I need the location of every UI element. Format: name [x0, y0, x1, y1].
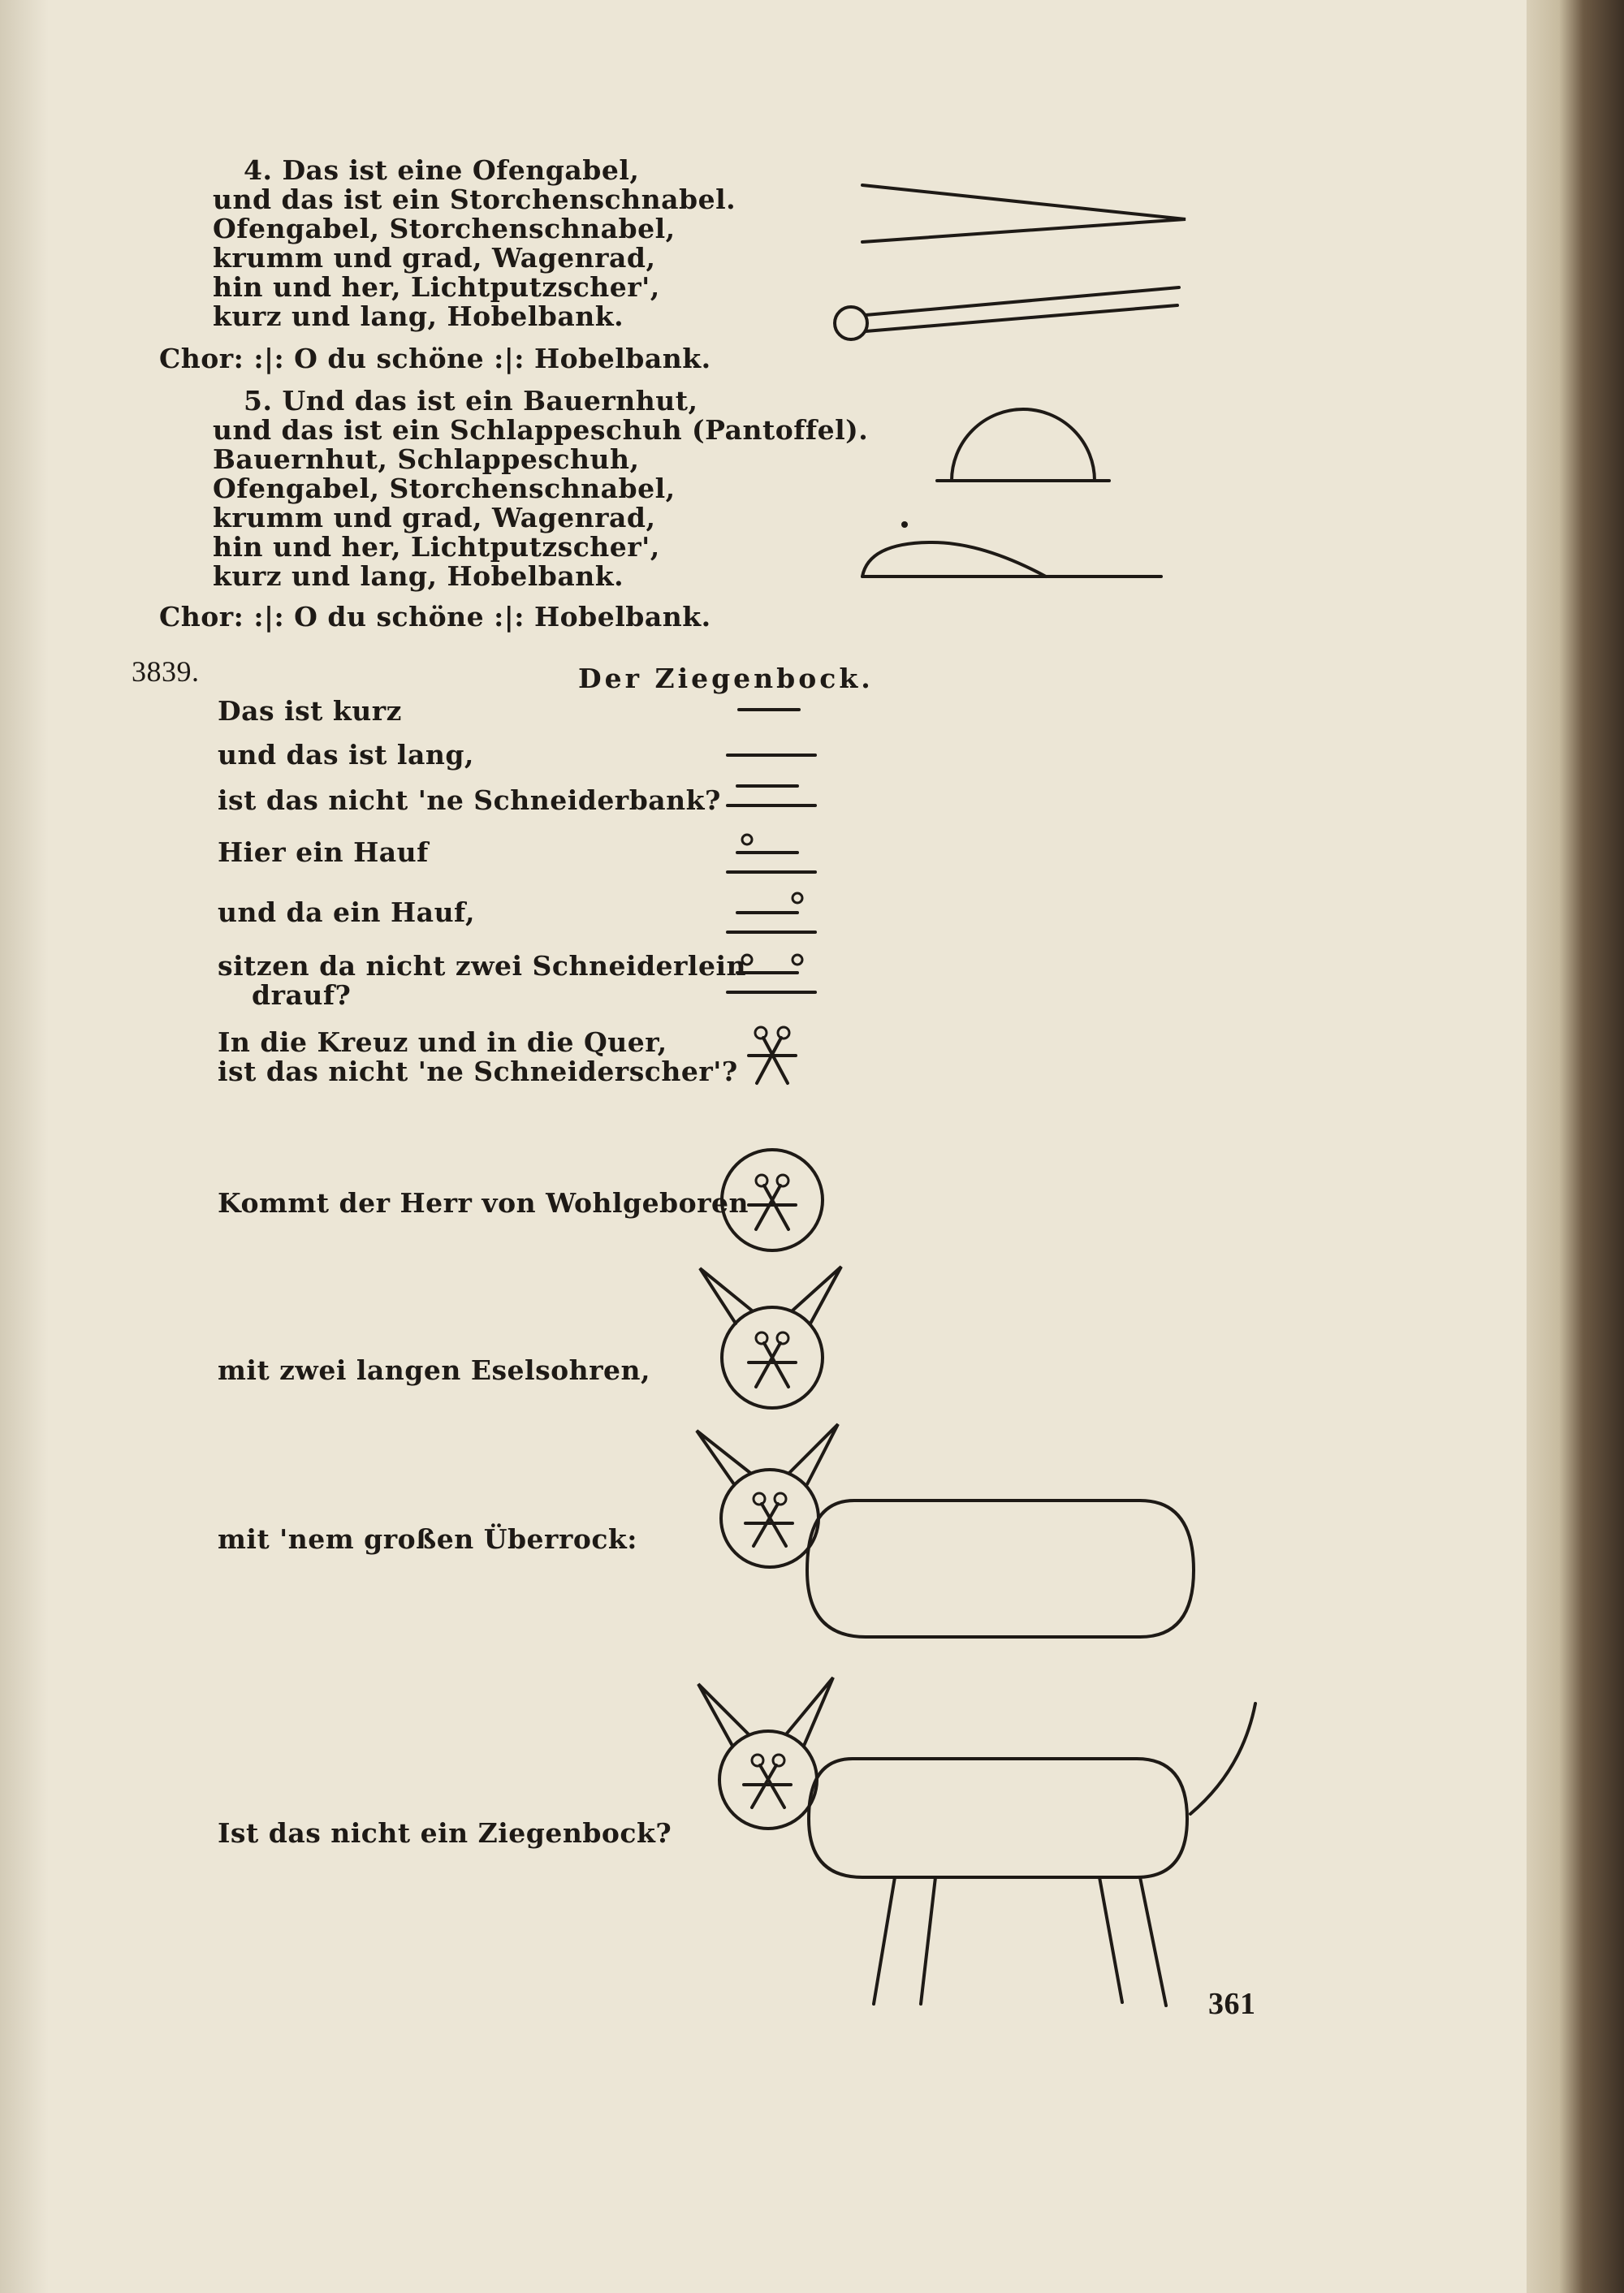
heap-left-drawing: [728, 835, 815, 872]
section-number: 3839.: [132, 655, 200, 688]
head-with-coat-drawing: [697, 1424, 1194, 1637]
verse5-line-5: krumm und grad, Wagenrad,: [213, 502, 656, 533]
goat-line-2: und das ist lang,: [218, 739, 474, 771]
face-drawing: [722, 1150, 823, 1250]
page-number: 361: [1208, 1987, 1256, 2021]
verse5-line-3: Bauernhut, Schlappeschuh,: [213, 443, 640, 475]
verse4-line-3: Ofengabel, Storchenschnabel,: [213, 213, 676, 244]
tailor-bench-drawing: [728, 786, 815, 805]
slipper-drawing: [862, 521, 1161, 576]
verse4-line-1: 4. Das ist eine Ofengabel,: [244, 154, 640, 186]
scissors-drawing: [749, 1027, 796, 1083]
goat-line-1: Das ist kurz: [218, 695, 402, 727]
verse4-chorus: Chor: :|: O du schöne :|: Hobelbank.: [159, 343, 711, 374]
face-with-ears-drawing: [700, 1267, 841, 1408]
verse5-chorus: Chor: :|: O du schöne :|: Hobelbank.: [159, 601, 711, 633]
heap-right-drawing: [728, 893, 815, 932]
goat-line-11: mit zwei langen Eselsohren,: [218, 1354, 651, 1386]
verse5-line-1: 5. Und das ist ein Bauernhut,: [244, 385, 698, 417]
verse5-line-6: hin und her, Lichtputzscher',: [213, 531, 660, 563]
goat-line-6: sitzen da nicht zwei Schneiderlein: [218, 950, 746, 982]
goat-line-4: Hier ein Hauf: [218, 836, 429, 868]
goat-drawing: [698, 1678, 1255, 2006]
oven-fork-drawing: [862, 185, 1186, 242]
goat-line-3: ist das nicht 'ne Schneiderbank?: [218, 784, 721, 816]
goat-line-13: Ist das nicht ein Ziegenbock?: [218, 1817, 672, 1849]
stork-beak-drawing: [835, 287, 1179, 339]
verse5-line-4: Ofengabel, Storchenschnabel,: [213, 473, 676, 504]
verse4-line-6: kurz und lang, Hobelbank.: [213, 300, 624, 332]
goat-line-8: In die Kreuz und in die Quer,: [218, 1026, 667, 1058]
farmer-hat-drawing: [937, 409, 1109, 481]
goat-line-9: ist das nicht 'ne Schneiderscher'?: [218, 1056, 738, 1087]
verse5-line-7: kurz und lang, Hobelbank.: [213, 560, 624, 592]
section-title: Der Ziegenbock.: [578, 663, 874, 694]
two-tailors-drawing: [728, 955, 815, 992]
goat-line-10: Kommt der Herr von Wohlgeboren: [218, 1187, 749, 1219]
verse5-line-2: und das ist ein Schlappeschuh (Pantoffel).: [213, 414, 869, 446]
goat-line-7: drauf?: [252, 979, 352, 1011]
verse4-line-2: und das ist ein Storchenschnabel.: [213, 184, 736, 215]
goat-line-12: mit 'nem großen Überrock:: [218, 1523, 637, 1555]
goat-line-5: und da ein Hauf,: [218, 896, 476, 928]
verse4-line-4: krumm und grad, Wagenrad,: [213, 242, 656, 274]
verse4-line-5: hin und her, Lichtputzscher',: [213, 271, 660, 303]
